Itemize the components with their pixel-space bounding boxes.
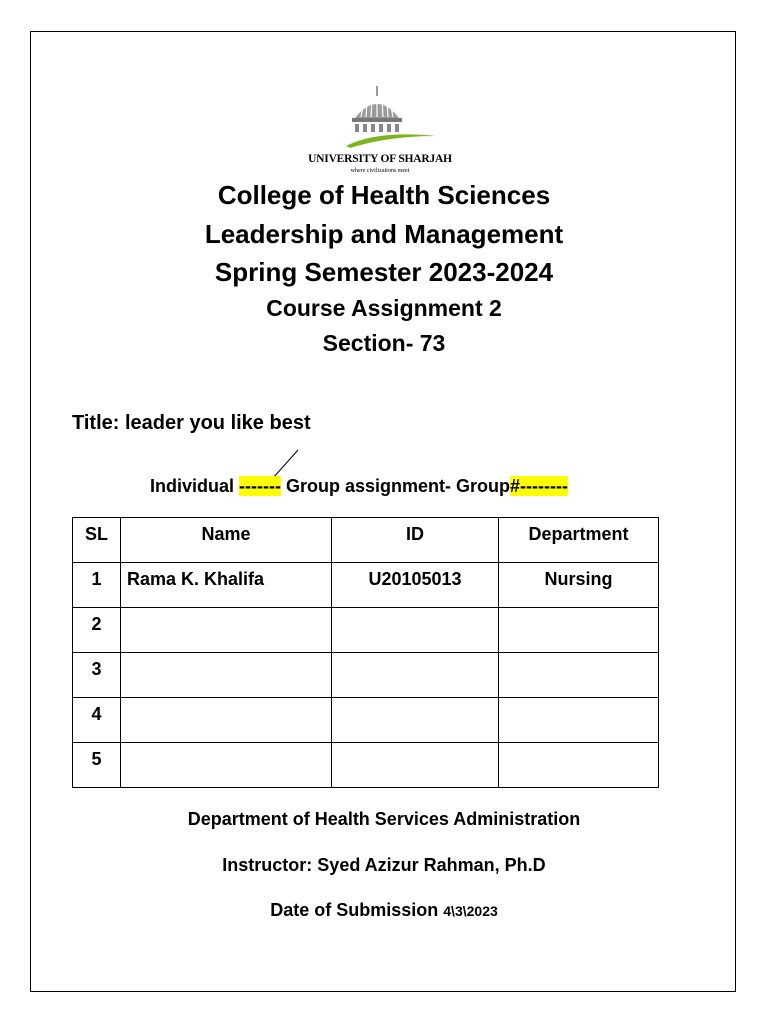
page-border <box>30 31 736 992</box>
header-department: Department <box>499 518 659 563</box>
cell-department <box>499 608 659 653</box>
header-sl: SL <box>73 518 121 563</box>
university-logo <box>300 84 470 174</box>
group-label: Group assignment- Group <box>280 476 510 496</box>
individual-label: Individual <box>150 476 240 496</box>
cell-department <box>499 698 659 743</box>
individual-blank: ------- <box>239 476 281 496</box>
cell-id <box>332 698 499 743</box>
assignment-title: Title: leader you like best <box>72 412 311 434</box>
cell-id <box>332 653 499 698</box>
cell-name: Rama K. Khalifa <box>121 563 332 608</box>
cell-name <box>121 608 332 653</box>
submission-label: Date of Submission <box>270 900 444 920</box>
table-row <box>73 653 659 698</box>
submission-line <box>0 900 768 921</box>
section-heading: Section- 73 <box>322 330 446 356</box>
university-name: UNIVERSITY OF SHARJAH <box>308 153 452 165</box>
cell-sl: 4 <box>73 698 121 743</box>
department-line: Department of Health Services Administration <box>187 809 581 829</box>
cell-department <box>499 743 659 788</box>
college-heading: College of Health Sciences <box>217 180 551 210</box>
dome-icon <box>328 84 438 154</box>
table-row <box>73 743 659 788</box>
assignment-type-line <box>150 476 568 497</box>
members-table <box>72 517 659 788</box>
table-row <box>73 698 659 743</box>
header-name: Name <box>121 518 332 563</box>
cell-name <box>121 653 332 698</box>
cell-department <box>499 653 659 698</box>
submission-date: 4\3\2023 <box>443 903 498 919</box>
cell-sl: 3 <box>73 653 121 698</box>
cell-sl: 2 <box>73 608 121 653</box>
header-id: ID <box>332 518 499 563</box>
group-blank: #-------- <box>510 476 568 496</box>
cell-id: U20105013 <box>332 563 499 608</box>
cell-name <box>121 698 332 743</box>
cell-id <box>332 608 499 653</box>
assignment-heading: Course Assignment 2 <box>266 295 502 321</box>
instructor-line: Instructor: Syed Azizur Rahman, Ph.D <box>222 855 546 875</box>
cell-id <box>332 743 499 788</box>
cell-sl: 5 <box>73 743 121 788</box>
course-heading: Leadership and Management <box>204 219 564 249</box>
cell-department: Nursing <box>499 563 659 608</box>
cell-name <box>121 743 332 788</box>
cell-sl: 1 <box>73 563 121 608</box>
table-header-row <box>73 518 659 563</box>
table-row <box>73 563 659 608</box>
table-row <box>73 608 659 653</box>
university-tagline: where civilizations meet <box>350 168 410 172</box>
semester-heading: Spring Semester 2023-2024 <box>214 257 554 287</box>
